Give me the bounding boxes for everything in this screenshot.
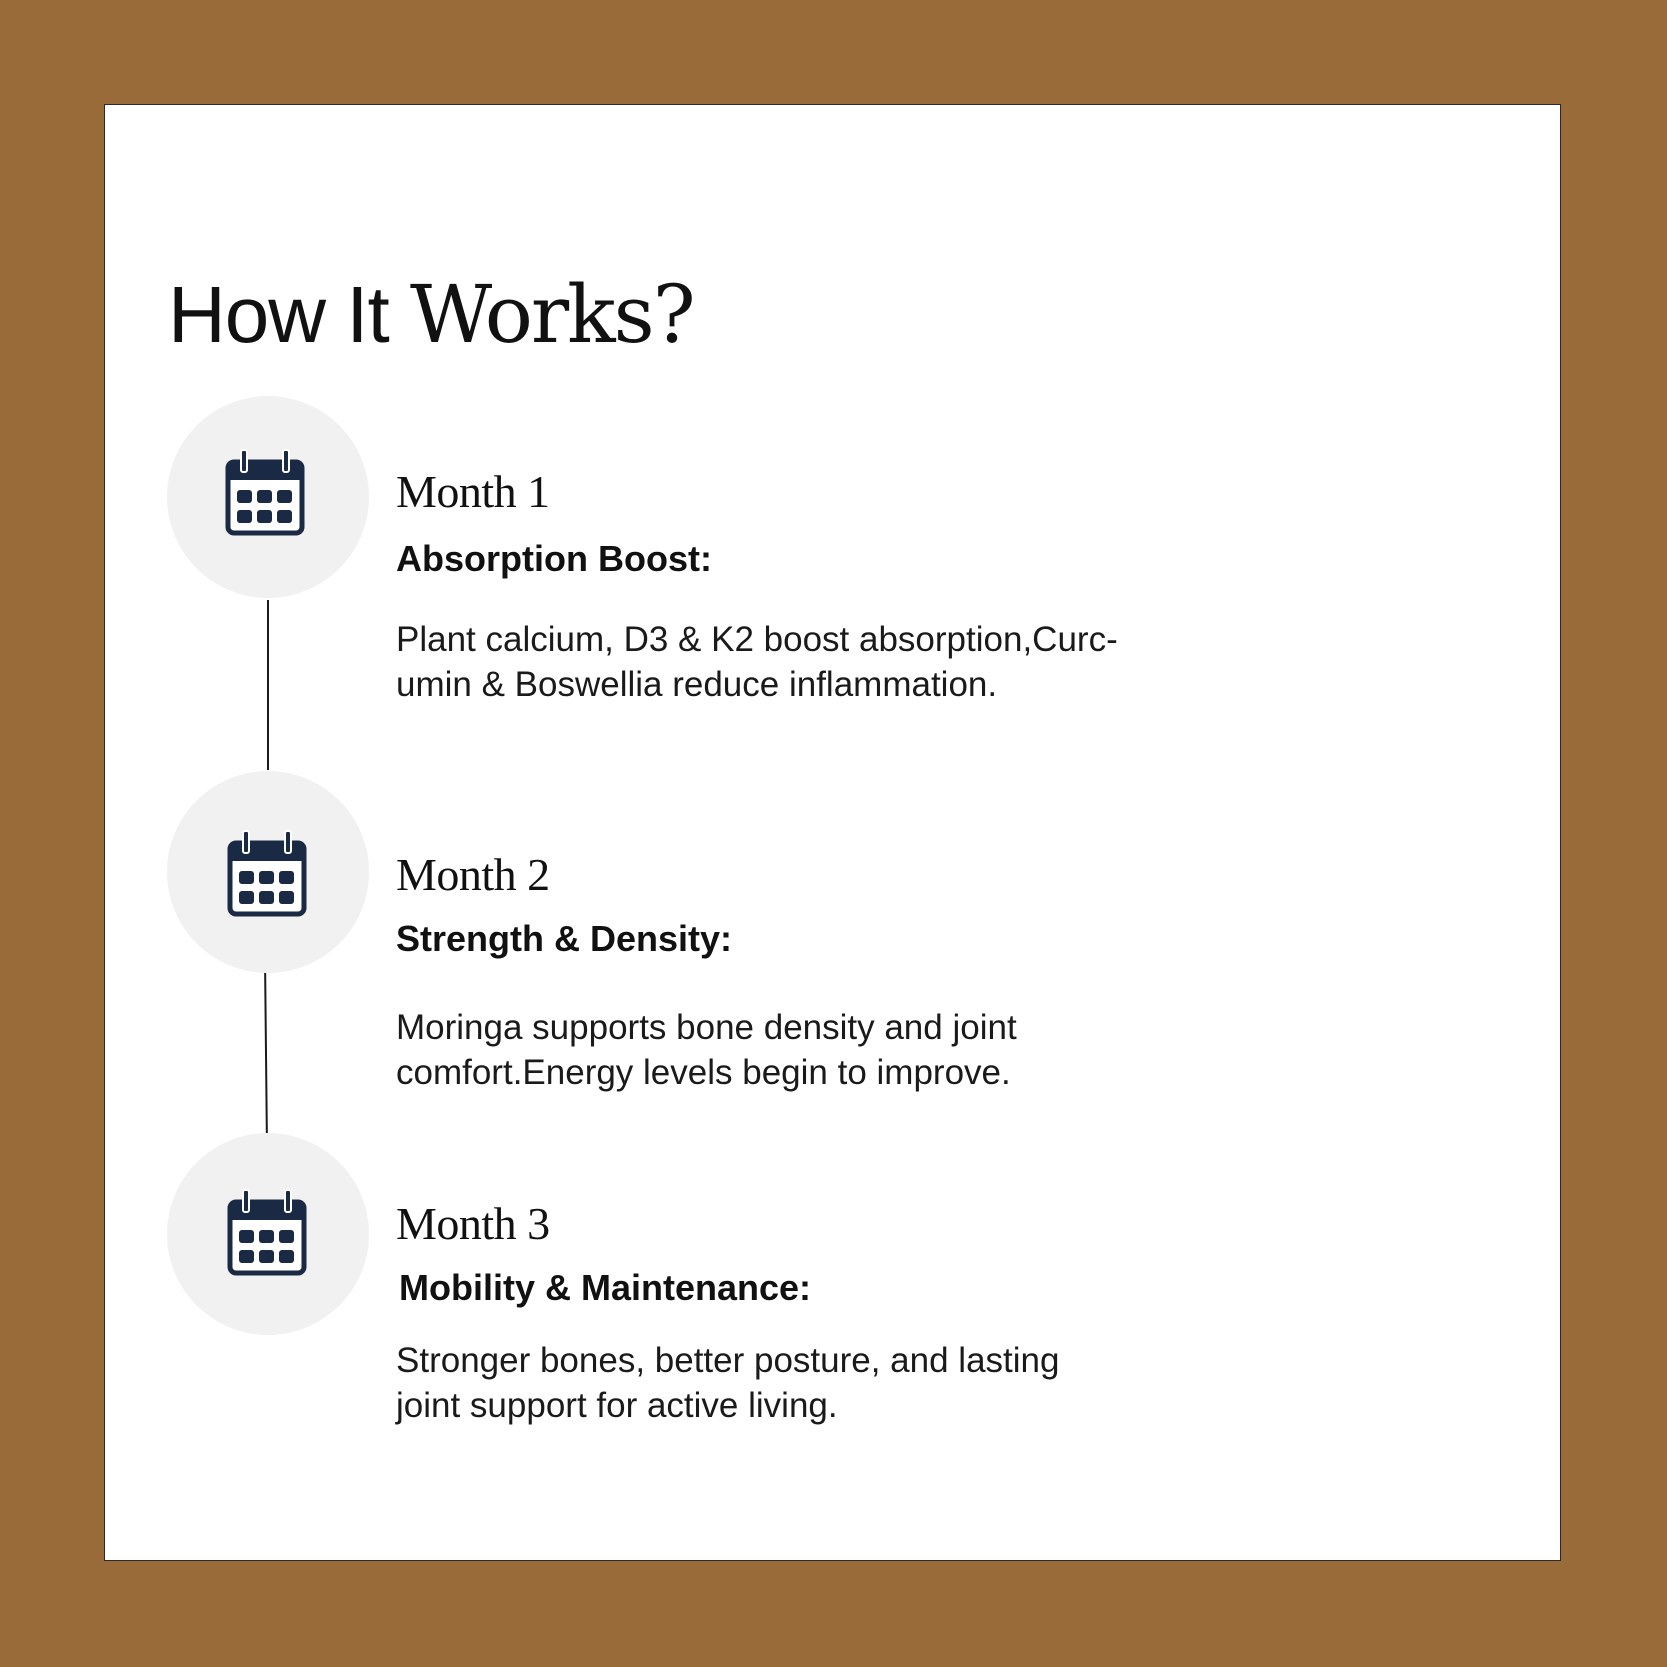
step-1-description-line-2: umin & Boswellia reduce inflammation.	[396, 665, 998, 704]
step-2-heading: Strength & Density:	[396, 918, 733, 959]
title-part-serif: Works?	[409, 268, 694, 361]
step-1-month: Month 1	[396, 466, 550, 517]
step-2-description	[396, 1005, 1176, 1095]
calendar-icon	[227, 1188, 307, 1276]
step-3-month: Month 3	[396, 1198, 550, 1249]
step-1-icon-circle	[167, 396, 369, 598]
step-2-description-line-2: comfort.Energy levels begin to improve.	[396, 1053, 1011, 1092]
title-part-sans: How It	[168, 270, 389, 359]
calendar-icon	[227, 829, 307, 917]
step-2-icon-circle	[167, 771, 369, 973]
step-3-heading: Mobility & Maintenance:	[399, 1267, 812, 1308]
calendar-icon	[225, 448, 305, 536]
step-1-heading: Absorption Boost:	[396, 538, 712, 579]
step-3-icon-circle	[167, 1133, 369, 1335]
timeline-connector-1	[267, 600, 269, 770]
step-1-description-line-1: Plant calcium, D3 & K2 boost absorption,Curc-	[396, 620, 1118, 659]
step-3-description-line-1: Stronger bones, better posture, and lasting	[396, 1341, 1060, 1380]
step-1-description	[396, 617, 1176, 707]
step-2-month: Month 2	[396, 849, 550, 900]
step-2-description-line-1: Moringa supports bone density and joint	[396, 1008, 1017, 1047]
page-title	[168, 265, 694, 365]
step-3-description	[396, 1338, 1176, 1428]
step-3-description-line-2: joint support for active living.	[396, 1386, 838, 1425]
